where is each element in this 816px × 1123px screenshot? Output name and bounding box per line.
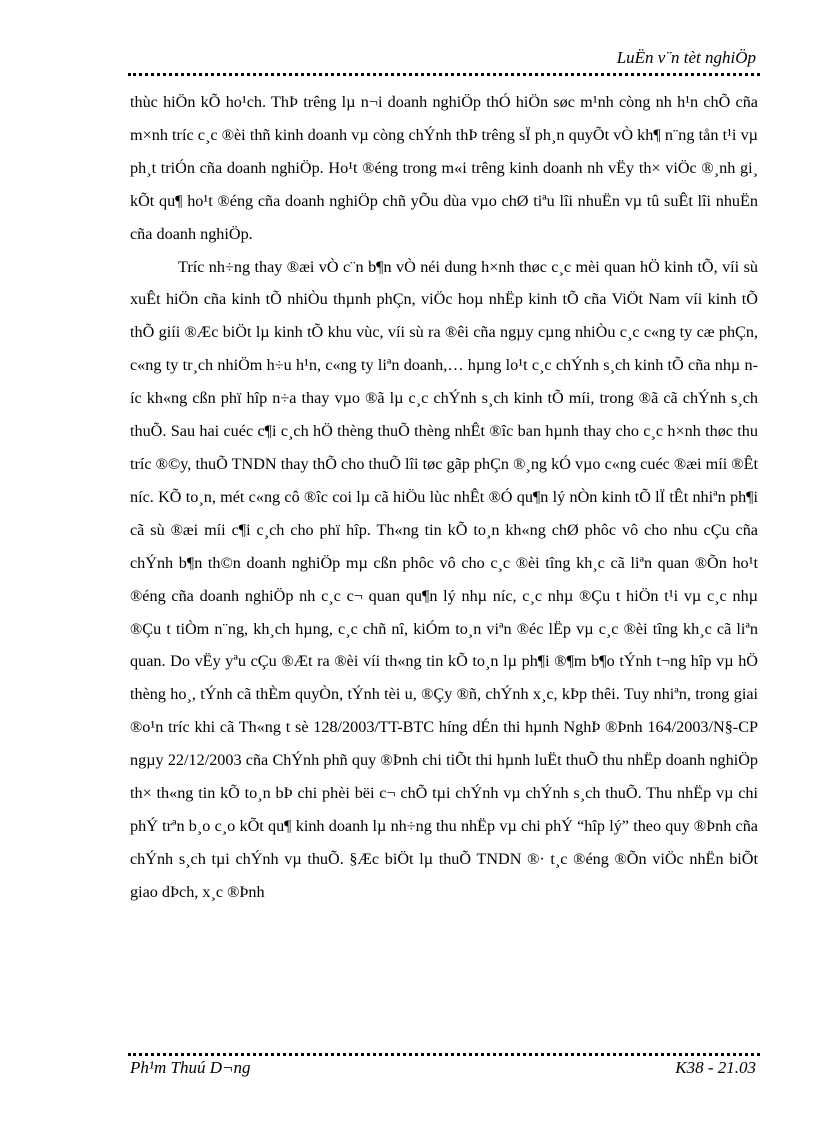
paragraph-continuation: thùc hiÖn kÕ ho¹ch. ThÞ trêng lµ n¬i doanh nghiÖp thÓ hiÖn søc m¹nh còng nh h¹n chÕ cña m×nh tríc c¸c ®èi thñ kinh doanh vµ còng chÝnh thÞ trêng sÏ ph¸n quyÕt vÒ kh¶ n¨ng tån t¹i vµ ph¸t triÓn cña doanh nghiÖp. Ho¹t ®éng trong m«i trêng kinh doanh nh vËy th× viÖc ®¸nh gi¸ kÕt qu¶ ho¹t ®éng cña doanh nghiÖp chñ yÕu dùa vµo chØ tiªu lîi nhuËn vµ tû suÊt lîi nhuËn cña doanh nghiÖp.: [130, 93, 758, 243]
footer-dotted-rule: [128, 1053, 760, 1056]
footer-author: Ph¹m Thuú D¬ng: [130, 1058, 251, 1077]
paragraph-main: Tríc nh÷ng thay ®æi vÒ c¨n b¶n vÒ néi dung h×nh thøc c¸c mèi quan hÖ kinh tÕ, víi sù xuÊt hiÖn cña kinh tÕ nhiÒu thµnh phÇn, viÖc hoµ nhËp kinh tÕ cña ViÖt Nam víi kinh tÕ thÕ giíi ®Æc biÖt lµ kinh tÕ khu vùc, víi sù ra ®êi cña ngµy cµng nhiÒu c¸c c«ng ty cæ phÇn, c«ng ty tr¸ch nhiÖm h÷u h¹n, c«ng ty liªn doanh,… hµng lo¹t c¸c chÝnh s¸ch kinh tÕ cña nhµ níc kh«ng cßn phï hîp n÷a thay vµo ®ã lµ c¸c chÝnh s¸ch kinh tÕ míi, trong ®ã cã chÝnh s¸ch thuÕ. Sau hai cuéc c¶i c¸ch hÖ thèng thuÕ thèng nhÊt ®îc ban hµnh thay cho c¸c h×nh thøc thu tríc ®©y, thuÕ TNDN thay thÕ cho thuÕ lîi tøc gãp phÇn ®¸ng kÓ vµo c«ng cuéc ®æi míi ®Êt níc. KÕ to¸n, mét c«ng cô ®îc coi lµ cã hiÖu lùc nhÊt ®Ó qu¶n lý nÒn kinh tÕ lÏ tÊt nhiªn ph¶i cã sù ®æi míi c¶i c¸ch cho phï hîp. Th«ng tin kÕ to¸n kh«ng chØ phôc vô cho nhu cÇu cña chÝnh b¶n th©n doanh nghiÖp mµ cßn phôc vô cho c¸c ®èi tîng kh¸c cã liªn quan ®Õn ho¹t ®éng cña doanh nghiÖp nh c¸c c¬ quan qu¶n lý nhµ níc, c¸c nhµ ®Çu t hiÖn t¹i vµ c¸c nhµ ®Çu t tiÒm n¨ng, kh¸ch hµng, c¸c chñ nî, kiÓm to¸n viªn ®éc lËp vµ c¸c ®èi tîng kh¸c cã liªn quan. Do vËy yªu cÇu ®Æt ra ®èi víi th«ng tin kÕ to¸n lµ ph¶i ®¶m b¶o tÝnh t¬ng hîp vµ hÖ thèng ho¸, tÝnh cã thÈm quyÒn, tÝnh tèi u, ®Çy ®ñ, chÝnh x¸c, kÞp thêi. Tuy nhiªn, trong giai ®o¹n tríc khi cã Th«ng t sè 128/2003/TT-BTC híng dÉn thi hµnh NghÞ ®Þnh 164/2003/N§-CP ngµy 22/12/2003 cña ChÝnh phñ quy ®Þnh chi tiÕt thi hµnh luËt thuÕ thu nhËp doanh nghiÖp th× th«ng tin kÕ to¸n bÞ chi phèi bëi c¬ chÕ tµi chÝnh vµ chÝnh s¸ch thuÕ. Thu nhËp vµ chi phÝ trªn b¸o c¸o kÕt qu¶ kinh doanh lµ nh÷ng thu nhËp vµ chi phÝ “hîp lý” theo quy ®Þnh cña chÝnh s¸ch tµi chÝnh vµ thuÕ. §Æc biÖt lµ thuÕ TNDN ®· t¸c ®éng ®Õn viÖc nhËn biÕt giao dÞch, x¸c ®Þnh: [130, 257, 758, 901]
header-dotted-rule: [128, 73, 760, 76]
footer-class-code: K38 - 21.03: [675, 1058, 756, 1077]
document-body: [130, 86, 758, 909]
running-header-title: LuËn v¨n tèt nghiÖp: [616, 48, 756, 67]
